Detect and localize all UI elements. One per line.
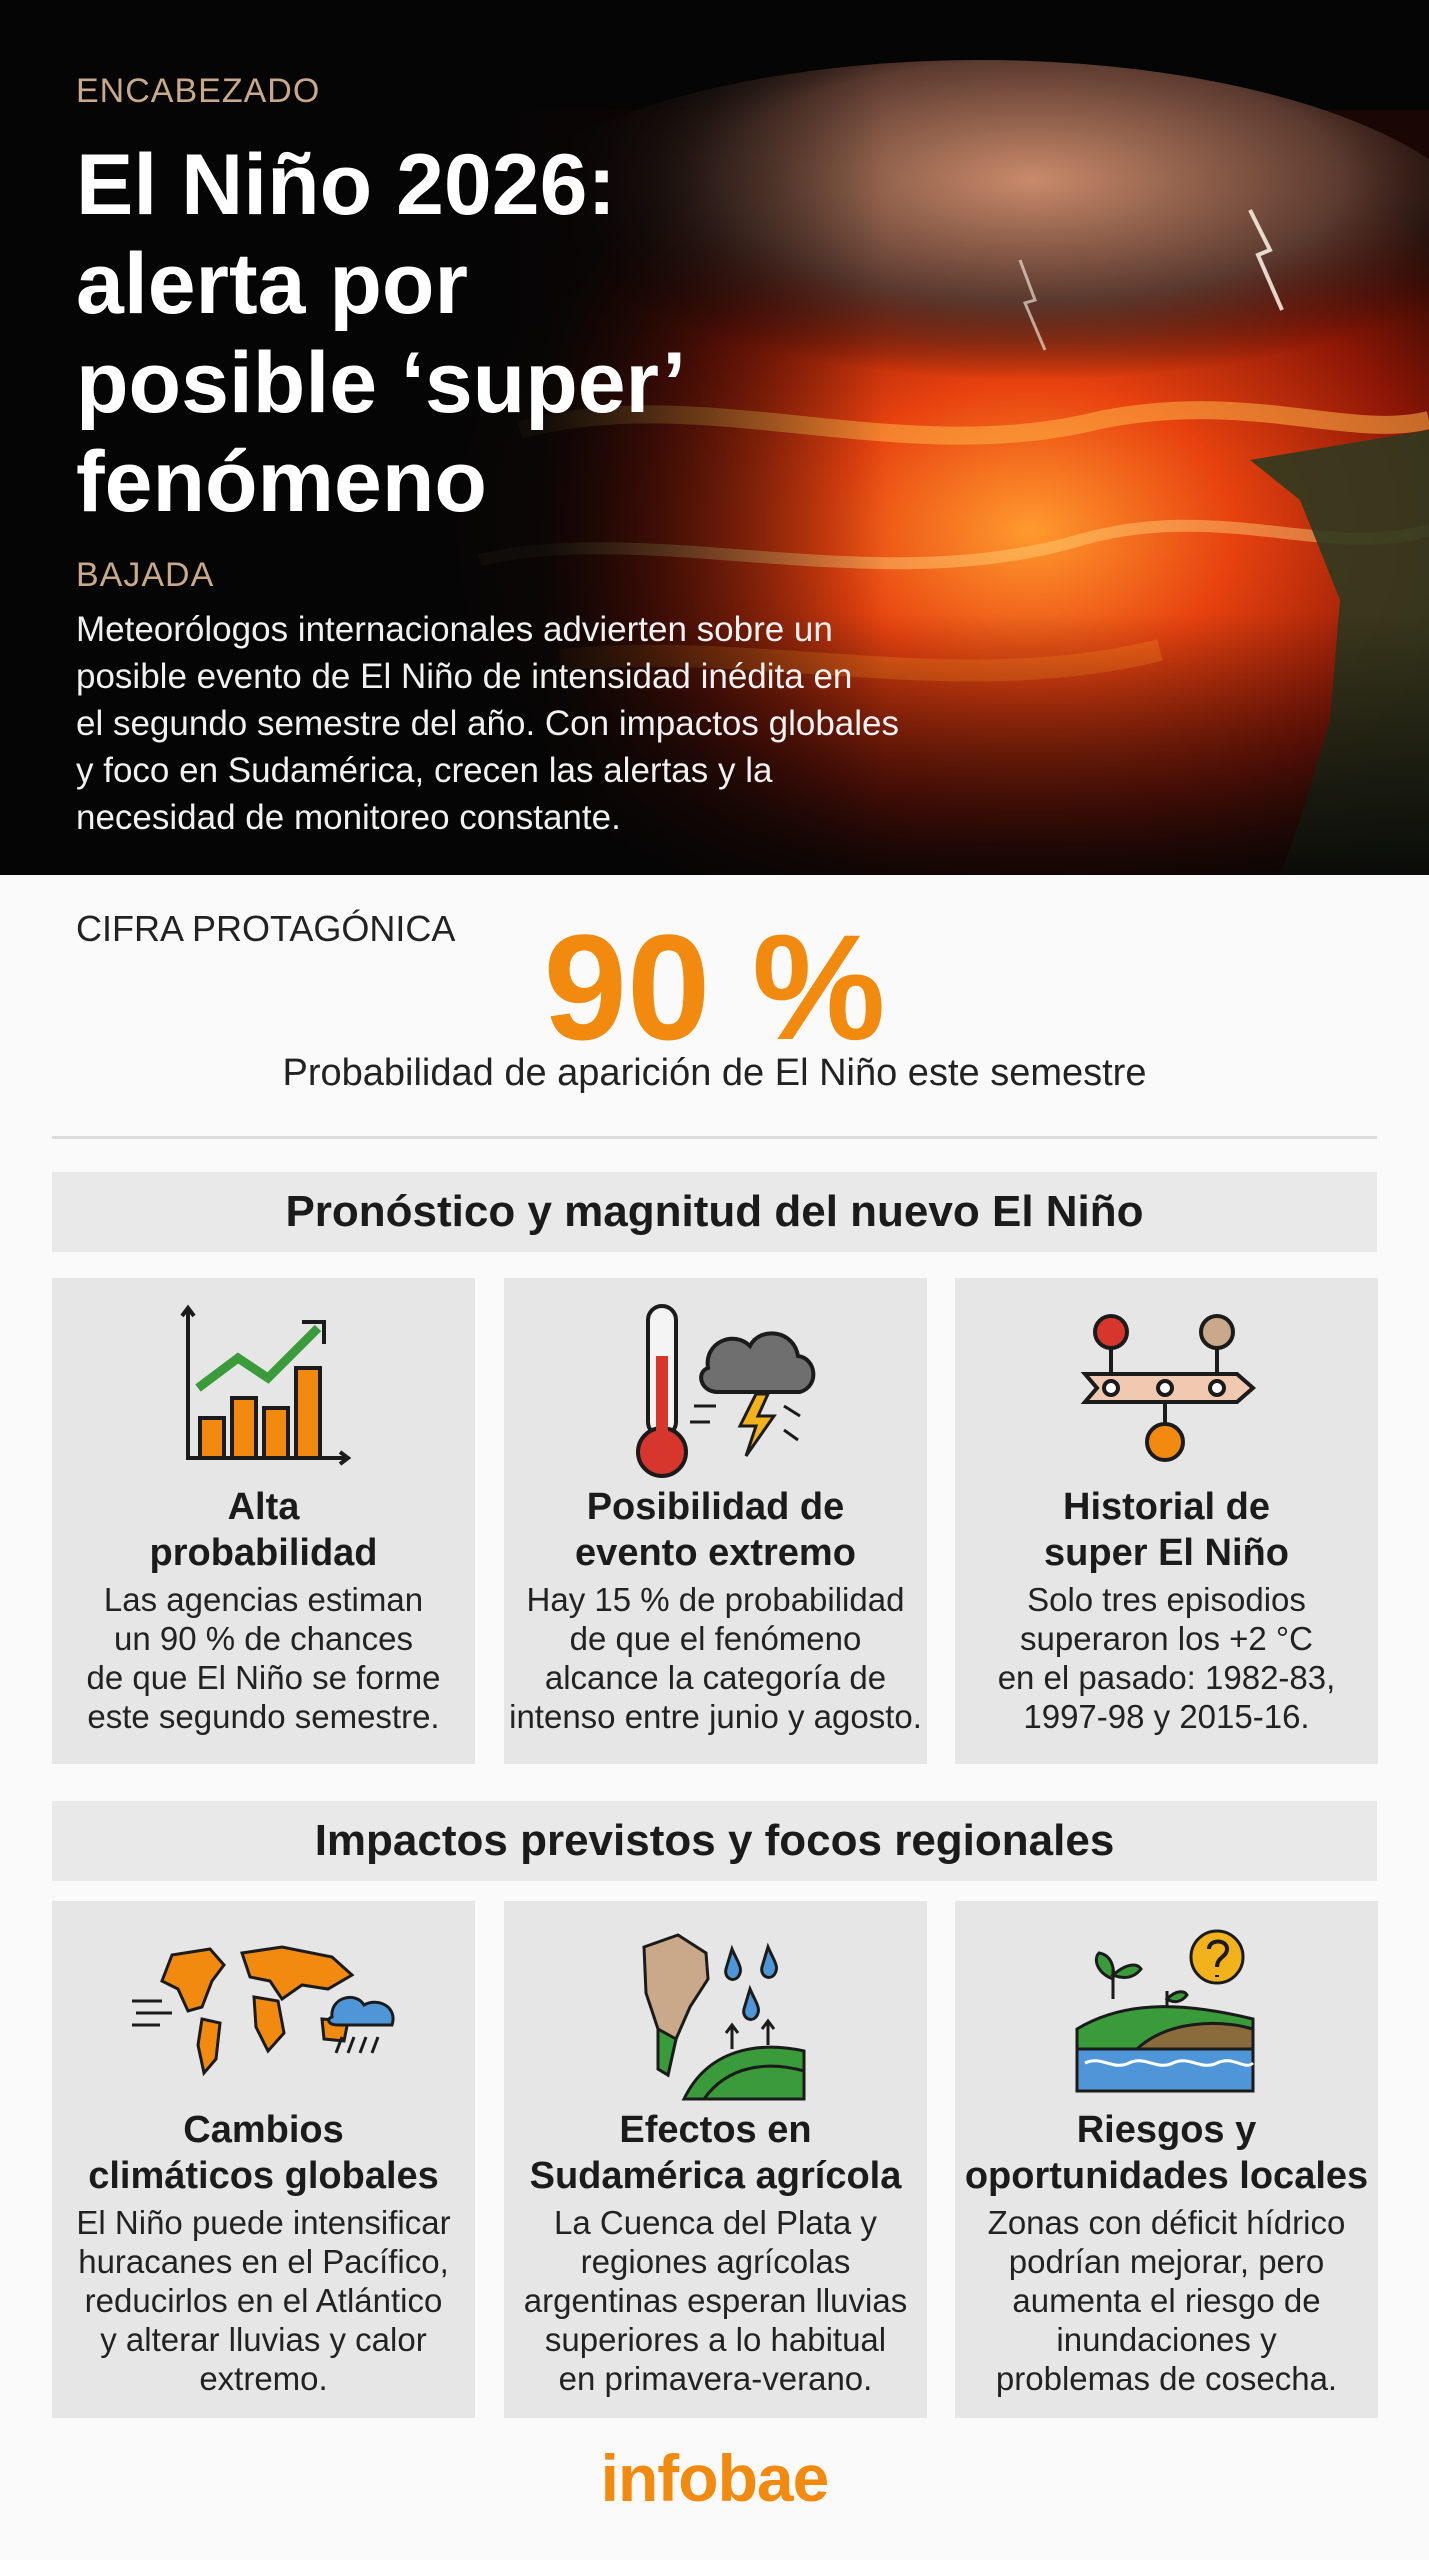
card-body-line: y alterar lluvias y calor: [100, 2321, 427, 2358]
card-title-line: Efectos en: [619, 2109, 812, 2151]
card-title-line: climáticos globales: [88, 2155, 439, 2197]
card-history: [955, 1278, 1378, 1764]
card-body-line: de que el fenómeno: [569, 1620, 862, 1657]
sub-kicker-label: BAJADA: [76, 556, 215, 594]
headline-line: posible ‘super’: [76, 335, 687, 431]
kicker-label: ENCABEZADO: [76, 72, 321, 110]
card-title-line: Cambios: [183, 2109, 344, 2151]
key-figure-value: 90 %: [543, 903, 886, 1071]
lead-paragraph: [76, 606, 976, 841]
headline: [76, 136, 836, 532]
card-body: [52, 1580, 475, 1736]
lead-line: y foco en Sudamérica, crecen las alertas y la: [76, 751, 773, 790]
card-title: [52, 1484, 475, 1576]
card-title-line: oportunidades locales: [964, 2155, 1369, 2197]
timeline-icon: [955, 1298, 1378, 1478]
card-body-line: podrían mejorar, pero: [1008, 2243, 1325, 2280]
card-title-line: evento extremo: [575, 1532, 856, 1574]
thermometer-storm-icon: [504, 1298, 927, 1478]
card-local-risks: [955, 1901, 1378, 2418]
card-body-line: superiores a lo habitual: [544, 2321, 887, 2358]
card-body-line: argentinas esperan lluvias: [523, 2282, 908, 2319]
card-body-line: regiones agrícolas: [580, 2243, 851, 2280]
card-body: [955, 2203, 1378, 2398]
card-body-line: este segundo semestre.: [87, 1698, 440, 1735]
card-title-line: Riesgos y: [1076, 2109, 1257, 2151]
south-america-crops-icon: [504, 1921, 927, 2101]
infobae-logo: infobae: [600, 2441, 829, 2515]
card-body-line: problemas de cosecha.: [995, 2360, 1338, 2397]
card-body-line: El Niño puede intensificar: [76, 2204, 451, 2241]
card-body: [504, 1580, 927, 1736]
card-title-line: probabilidad: [149, 1532, 378, 1574]
key-figure-caption: Probabilidad de aparición de El Niño este semestre: [282, 1052, 1147, 1094]
card-title-line: Sudamérica agrícola: [529, 2155, 902, 2197]
lead-line: Meteorólogos internacionales advierten sobre un: [76, 610, 833, 649]
lead-line: posible evento de El Niño de intensidad inédita en: [76, 657, 853, 696]
card-body: [52, 2203, 475, 2398]
card-body-line: alcance la categoría de: [544, 1659, 887, 1696]
card-title: [52, 2107, 475, 2199]
card-title-line: Posibilidad de: [586, 1486, 845, 1528]
card-high-probability: [52, 1278, 475, 1764]
card-body-line: Zonas con déficit hídrico: [987, 2204, 1346, 2241]
card-body-line: 1997-98 y 2015-16.: [1023, 1698, 1310, 1735]
card-body-line: Solo tres episodios: [1027, 1581, 1306, 1618]
card-title-line: super El Niño: [1044, 1532, 1289, 1574]
card-extreme-event: [504, 1278, 927, 1764]
hero-banner: [0, 0, 1429, 875]
card-title: [955, 1484, 1378, 1576]
card-title: [504, 1484, 927, 1576]
card-body-line: reducirlos en el Atlántico: [84, 2282, 443, 2319]
divider: [52, 1136, 1377, 1139]
headline-line: fenómeno: [76, 434, 487, 530]
card-body-line: de que El Niño se forme: [86, 1659, 441, 1696]
lead-line: necesidad de monitoreo constante.: [76, 798, 621, 837]
card-body-line: en el pasado: 1982-83,: [997, 1659, 1336, 1696]
card-title: [504, 2107, 927, 2199]
headline-line: alerta por: [76, 236, 468, 332]
card-title: [955, 2107, 1378, 2199]
card-global-climate: [52, 1901, 475, 2418]
card-title-line: Alta: [227, 1486, 300, 1528]
rising-bar-chart-icon: [52, 1298, 475, 1478]
lead-line: el segundo semestre del año. Con impactos globales: [76, 704, 899, 743]
figure-label: CIFRA PROTAGÓNICA: [76, 908, 456, 949]
card-body: [504, 2203, 927, 2398]
section-title-forecast: Pronóstico y magnitud del nuevo El Niño: [52, 1172, 1377, 1252]
card-title-line: Historial de: [1063, 1486, 1270, 1528]
sprout-question-flood-icon: [955, 1921, 1378, 2101]
world-map-weather-icon: [52, 1921, 475, 2101]
headline-line: El Niño 2026:: [76, 137, 617, 233]
card-body-line: superaron los +2 °C: [1020, 1620, 1313, 1657]
card-body-line: un 90 % de chances: [113, 1620, 414, 1657]
card-body-line: inundaciones y: [1056, 2321, 1277, 2358]
section-title-impacts: Impactos previstos y focos regionales: [52, 1801, 1377, 1881]
card-body-line: Hay 15 % de probabilidad: [526, 1581, 905, 1618]
card-body-line: intenso entre junio y agosto.: [509, 1698, 922, 1735]
card-body-line: en primavera-verano.: [558, 2360, 873, 2397]
card-body-line: Las agencias estiman: [103, 1581, 424, 1618]
card-body: [955, 1580, 1378, 1736]
card-body-line: La Cuenca del Plata y: [554, 2204, 877, 2241]
card-south-america-agriculture: [504, 1901, 927, 2418]
card-body-line: huracanes en el Pacífico,: [78, 2243, 449, 2280]
card-body-line: aumenta el riesgo de: [1012, 2282, 1321, 2319]
card-body-line: extremo.: [199, 2360, 328, 2397]
